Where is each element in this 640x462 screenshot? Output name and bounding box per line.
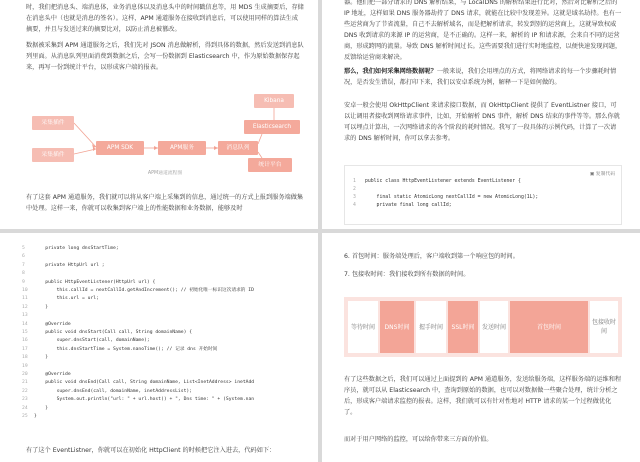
line-number: 23 [22, 397, 28, 403]
page-4 [322, 233, 640, 462]
code-line [22, 312, 34, 320]
line-number: 10 [22, 288, 28, 293]
code-text: @Override [34, 372, 71, 377]
page-1 [0, 0, 318, 229]
code-text: } [34, 304, 49, 310]
code-text: this.callId = nextCallId.getAndIncrement(); // 初始化唯一标识这次请求的 ID [34, 288, 254, 293]
code-line [22, 270, 34, 278]
code-text: final static AtomicLong nextCallId = new AtomicLong(1L); [365, 195, 539, 200]
code-line [353, 178, 521, 185]
line-number: 7 [22, 262, 25, 268]
code-text: System.out.println("url: " + url.host() + ", Dns time: " + (System.nan [34, 397, 255, 403]
code-text: public void dnsStart(Call call, String domainName) { [34, 330, 193, 335]
paragraph-dns-hijack: 器。他们把一部分请求的 DNS 解析结果，与 LocalDNS 的解析结果进行比对，然后对比解析之后的 IP 地址，这样如果 DNS 服务器劫持了 DNS 请求，就能在比较中发现差异。这就是域名劫持。也有一些运营商为了节省流量，自己不去解析域名，而是把解析请求，转发到别的运营商上，这就导致权威 DNS 收到请求的来源 IP 的运营商，是不正确的。这样一来，解析的 IP 和请求源，会来自不同的运营商，形成跨网的流量。导致 DNS 解析时间过长。这些需要我们进行实时地监控，以便快速发现问题，反馈给运营商来解决。 [344, 0, 622, 61]
line-number: 6 [22, 254, 25, 260]
timeline-segment-dns: DNS时间 [380, 301, 414, 353]
code-block-event-listener [344, 165, 622, 225]
page-3 [0, 233, 318, 462]
page-2 [322, 0, 640, 229]
request-timeline [344, 297, 622, 357]
code-line [22, 379, 254, 387]
paragraph-value: 而对于用户网络的监控，可以给你带来三方面的价值。 [344, 436, 493, 443]
code-text: private HttpUrl url ; [34, 262, 105, 268]
code-text: } [34, 414, 37, 419]
code-line [22, 329, 192, 337]
paragraph-message-signature: 时，我们把消息头、端消息体，业务消息体以及消息头中的时间戳信息等，用 MDS 生成摘要后，存储在消息头中（也就是消息的签名）。这样，APM 通道服务在接收到消息后，可以使用同样的算法生成摘要，并且与发送过来的摘要比对，以防止消息被篡改。 [26, 4, 304, 33]
paragraph-apm-channel: 数据被采集到 APM 通道服务之后，我们先对 JSON 消息做解析，得到具体的数据，然后发送到消息队列里面。从消息队列里面消费到数据之后，会写一份数据到 Elasticsearch 中，作为原始数据保存起来，再写一份到统计平台，以形成客户端的报表。 [26, 42, 304, 71]
line-number: 1 [353, 179, 356, 184]
line-number: 9 [22, 279, 25, 285]
flow-caption: APM通道流程图 [147, 171, 183, 176]
code-line [22, 245, 119, 253]
code-line [22, 287, 254, 295]
code-line [22, 388, 192, 396]
line-number: 22 [22, 388, 28, 394]
code-line [22, 337, 150, 345]
line-number: 16 [22, 338, 28, 344]
code-line [22, 253, 34, 261]
code-text: private final long callId; [365, 203, 452, 208]
code-line [22, 279, 155, 287]
code-text: this.url = url; [34, 296, 99, 302]
line-number: 8 [22, 271, 25, 277]
line-number: 14 [22, 321, 28, 327]
line-number: 18 [22, 355, 28, 361]
code-line [22, 396, 254, 404]
paragraph-send-to-server: 有了这些数据之后，我们可以通过上面提到的 APM 通道服务，发送给服务端，这样服务端的运维和程序员，就可以从 Elasticsearch 中，查询到原始的数据，也可以对数据做一些聚合处理，统计分析之后，形成客户端请求监控的报表。这样，我们就可以有针对性地对 HTTP 请求的某一个过程做优化了。 [344, 376, 622, 416]
paragraph-apm-summary: 有了这套 APM 通道服务，我们就可以将从客户端上采集到的信息，通过统一的方式上报到服务端做集中处理。这样一来，你就可以收集到客户端上的性能数据和业务数据，能够及时 [26, 194, 304, 212]
code-line [353, 202, 452, 209]
flow-node-kibana: Kibana [254, 94, 294, 108]
line-number: 19 [22, 363, 28, 369]
line-number: 20 [22, 372, 28, 377]
line-number: 5 [22, 246, 25, 251]
paragraph-okhttp: 安卓一般会使用 OkHttpClient 来请求接口数据，而 OkHttpClient 提供了 EventListner 接口，可以让调用者接收到网络请求事件，比如，开始解析 DNS 事件，解析 DNS 结束的事件等等。那么你就可以埋点计算出，一次网络请求的各个阶段的耗时情况。我写了一段具体的示例代码，计算了一次请求的 DNS 解析时间，你可以拿去参考。 [344, 102, 620, 142]
code-line [22, 304, 48, 312]
line-number: 12 [22, 304, 28, 310]
timeline-segment-handshake: 握手时间 [416, 301, 446, 353]
flow-node-stats-platform: 统计平台 [248, 158, 292, 172]
line-number: 25 [22, 414, 28, 419]
timeline-segment-send: 发送时间 [480, 301, 508, 353]
line-number: 15 [22, 330, 28, 335]
line-number: 21 [22, 380, 28, 386]
line-number: 13 [22, 313, 28, 319]
timeline-segment-first-packet: 首包时间 [510, 301, 588, 353]
line-number: 17 [22, 346, 28, 352]
flow-node-message-queue: 消息队列 [218, 141, 258, 155]
code-line [22, 413, 37, 421]
flow-node-apm-sdk: APM SDK [96, 141, 144, 155]
flow-node-apm-service: APM服务 [158, 141, 206, 155]
list-item-receive-time: 7. 包接收时间：我们接收到所有数据的时间。 [344, 271, 470, 278]
code-text: public class HttpEventListener extends EventListener { [365, 179, 521, 184]
code-line [22, 371, 71, 379]
code-text: this.dnsStartTime = System.nanoTime(); // 记录 dns 开始时间 [34, 346, 218, 352]
code-line [22, 262, 105, 270]
code-text: @Override [34, 321, 71, 327]
flow-node-plugin-1: 采集插件 [32, 116, 74, 130]
apm-flow-diagram [26, 84, 304, 176]
code-line [22, 295, 99, 303]
code-text: private long dnsStartTime; [34, 246, 119, 251]
line-number: 2 [353, 187, 356, 192]
copy-code-button[interactable]: ▣ 复制代码 [589, 172, 615, 177]
flow-node-plugin-2: 采集插件 [32, 148, 74, 162]
code-text: } [34, 405, 49, 411]
code-text: super.dnsEnd(call, domainName, inetAddressList); [34, 388, 193, 394]
paragraph-collect-network [344, 66, 622, 88]
line-number: 24 [22, 405, 28, 411]
line-number: 4 [353, 203, 356, 208]
line-number: 11 [22, 296, 28, 302]
timeline-segment-ssl: SSL时间 [448, 301, 478, 353]
code-text: public HttpEventListener(HttpUrl url) { [34, 279, 156, 285]
question-heading: 那么，我们如何采集网络数据呢？ [344, 68, 437, 75]
code-line [353, 186, 365, 193]
timeline-segment-wait: 等待时间 [348, 301, 378, 353]
code-line [22, 354, 48, 362]
code-line [22, 321, 71, 329]
code-text: public void dnsEnd(Call call, String domainName, List<InetAddress> inetAdd [34, 380, 255, 386]
paragraph-inject-listener: 有了这个 EventListner，你就可以在初始化 HttpClient 的时候把它注入进去，代码如下： [26, 447, 276, 454]
question-body: 一般来说，我们会用埋点的方式，将网络请求的每一个步骤耗时情况，是否发生错误，都打印下来，我们以安卓系统为例，解释一下是如何做的。 [344, 68, 617, 86]
line-number: 3 [353, 195, 356, 200]
code-line [22, 346, 217, 354]
code-line [353, 194, 538, 201]
list-item-first-packet: 6. 首包时间：服务端处理后，客户端收到第一个响应包的时间。 [344, 253, 519, 260]
code-line [22, 363, 34, 371]
code-text: super.dnsStart(call, domainName); [34, 338, 150, 344]
copy-code-label: 复制代码 [595, 172, 615, 177]
flow-node-elasticsearch: Elasticsearch [244, 120, 300, 134]
code-text: } [34, 355, 49, 361]
timeline-segment-receive: 包接收时间 [590, 301, 618, 353]
code-line [22, 405, 48, 413]
